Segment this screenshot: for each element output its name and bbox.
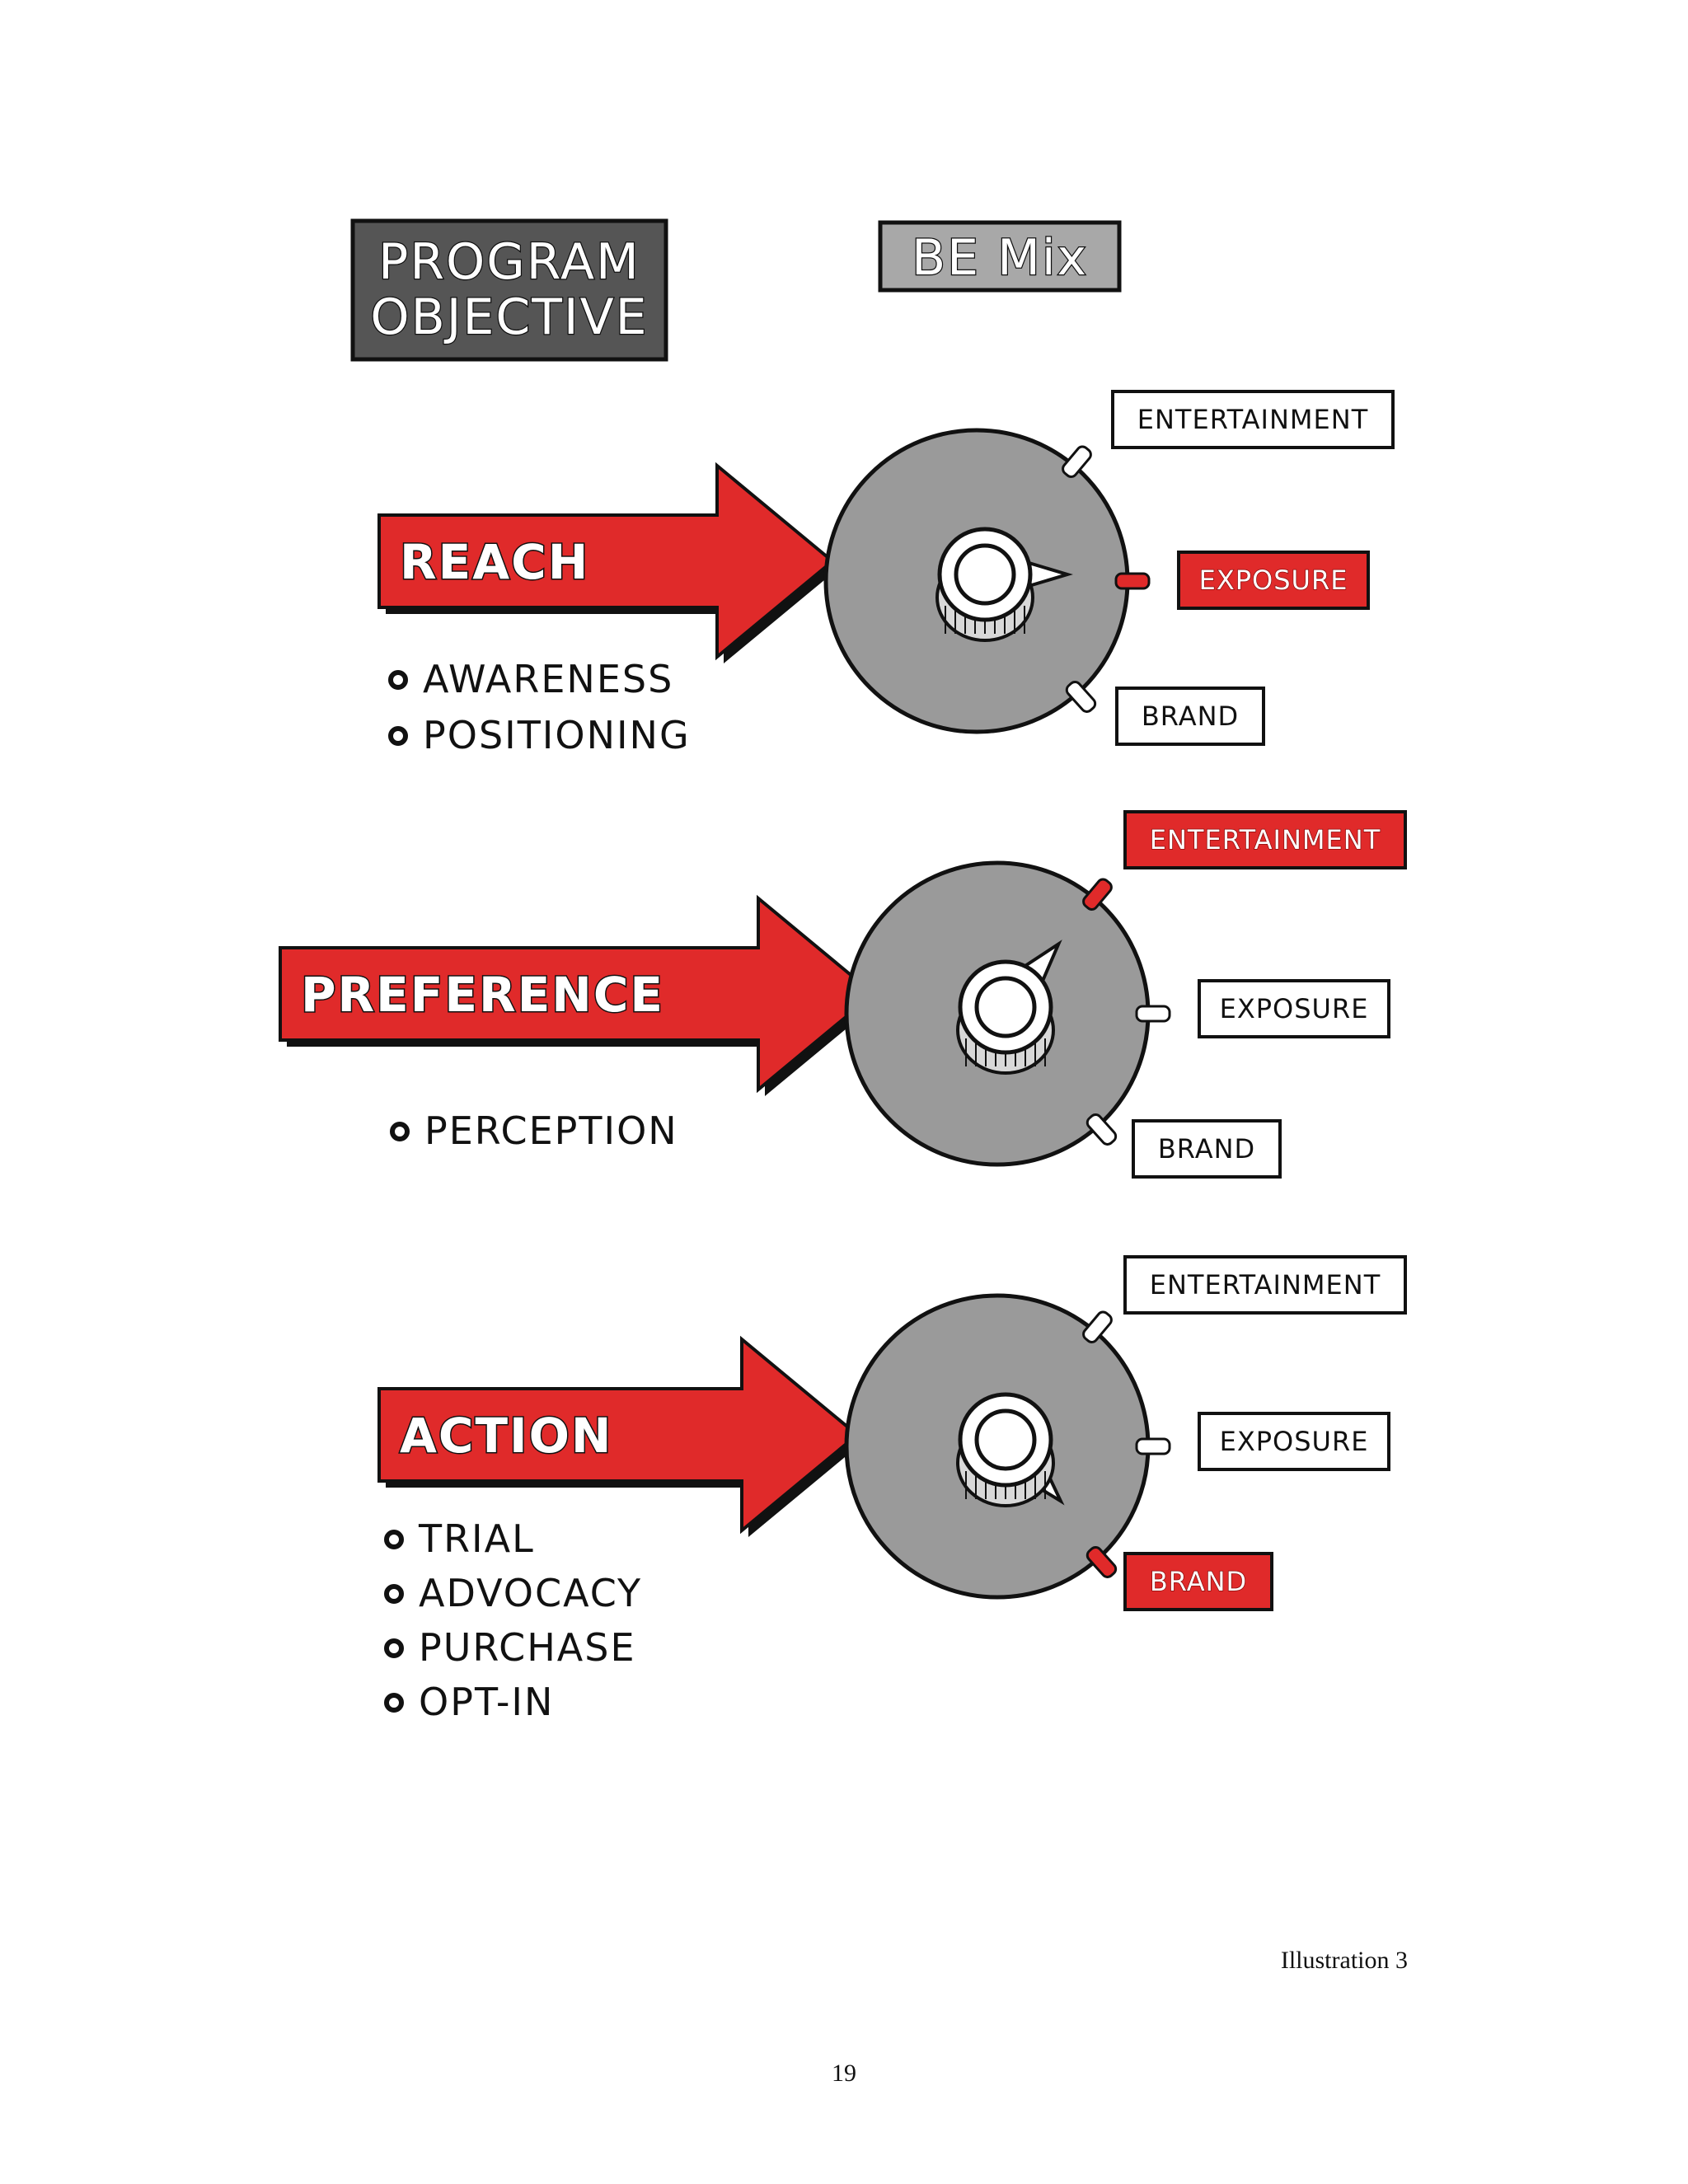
bullet-item: AWARENESS <box>423 657 674 701</box>
bullet-dot <box>387 1641 401 1656</box>
mix-option-label: EXPOSURE <box>1198 565 1348 596</box>
be-mix-header-text: BE Mix <box>911 229 1089 287</box>
bullet-item: PERCEPTION <box>424 1108 678 1153</box>
dial-tick <box>1085 1545 1118 1580</box>
dial-tick <box>1137 1439 1170 1454</box>
knob-center <box>977 978 1034 1036</box>
objective-row-reach <box>379 391 1393 757</box>
bullet-dot <box>387 1532 401 1547</box>
mix-dial <box>846 1296 1170 1597</box>
mix-option-label: BRAND <box>1149 1566 1248 1597</box>
page-number: 19 <box>832 2060 856 2087</box>
knob-center <box>956 546 1014 603</box>
bullet-dot <box>391 729 406 743</box>
knob-center <box>977 1411 1034 1469</box>
objective-arrow-label: PREFERENCE <box>301 967 665 1023</box>
bullet-item: PURCHASE <box>419 1625 636 1670</box>
mix-option-label: BRAND <box>1157 1133 1256 1165</box>
objective-row-preference <box>280 812 1405 1177</box>
dial-tick <box>1137 1006 1170 1021</box>
mix-option-label: ENTERTAINMENT <box>1137 404 1369 435</box>
bullet-item: POSITIONING <box>423 713 691 757</box>
objective-header-line-1: PROGRAM <box>378 233 640 291</box>
bullet-item: TRIAL <box>419 1516 535 1561</box>
mix-option-label: ENTERTAINMENT <box>1149 824 1381 855</box>
objective-arrow-label: REACH <box>400 534 590 590</box>
dial-tick <box>1064 680 1097 715</box>
objective-row-action <box>379 1257 1405 1724</box>
objective-rows <box>280 391 1405 1724</box>
mix-option-label: EXPOSURE <box>1219 993 1369 1024</box>
dial-tick <box>1085 1113 1118 1147</box>
program-objective-header <box>353 221 666 359</box>
bullet-dot <box>387 1586 401 1601</box>
mix-option-label: EXPOSURE <box>1219 1426 1369 1457</box>
mix-dial <box>826 430 1149 732</box>
dial-tick <box>1116 574 1149 588</box>
illustration-caption: Illustration 3 <box>1280 1947 1408 1974</box>
bullet-item: OPT-IN <box>419 1680 555 1724</box>
bullet-dot <box>387 1695 401 1710</box>
bullet-dot <box>392 1124 407 1139</box>
mix-option-label: BRAND <box>1141 701 1240 732</box>
mix-dial <box>846 863 1170 1165</box>
objective-arrow-label: ACTION <box>400 1408 613 1464</box>
mix-option-label: ENTERTAINMENT <box>1149 1269 1381 1301</box>
bullet-item: ADVOCACY <box>419 1571 643 1615</box>
be-mix-header <box>880 223 1119 290</box>
objective-header-line-2: OBJECTIVE <box>370 288 649 346</box>
bullet-dot <box>391 673 406 687</box>
